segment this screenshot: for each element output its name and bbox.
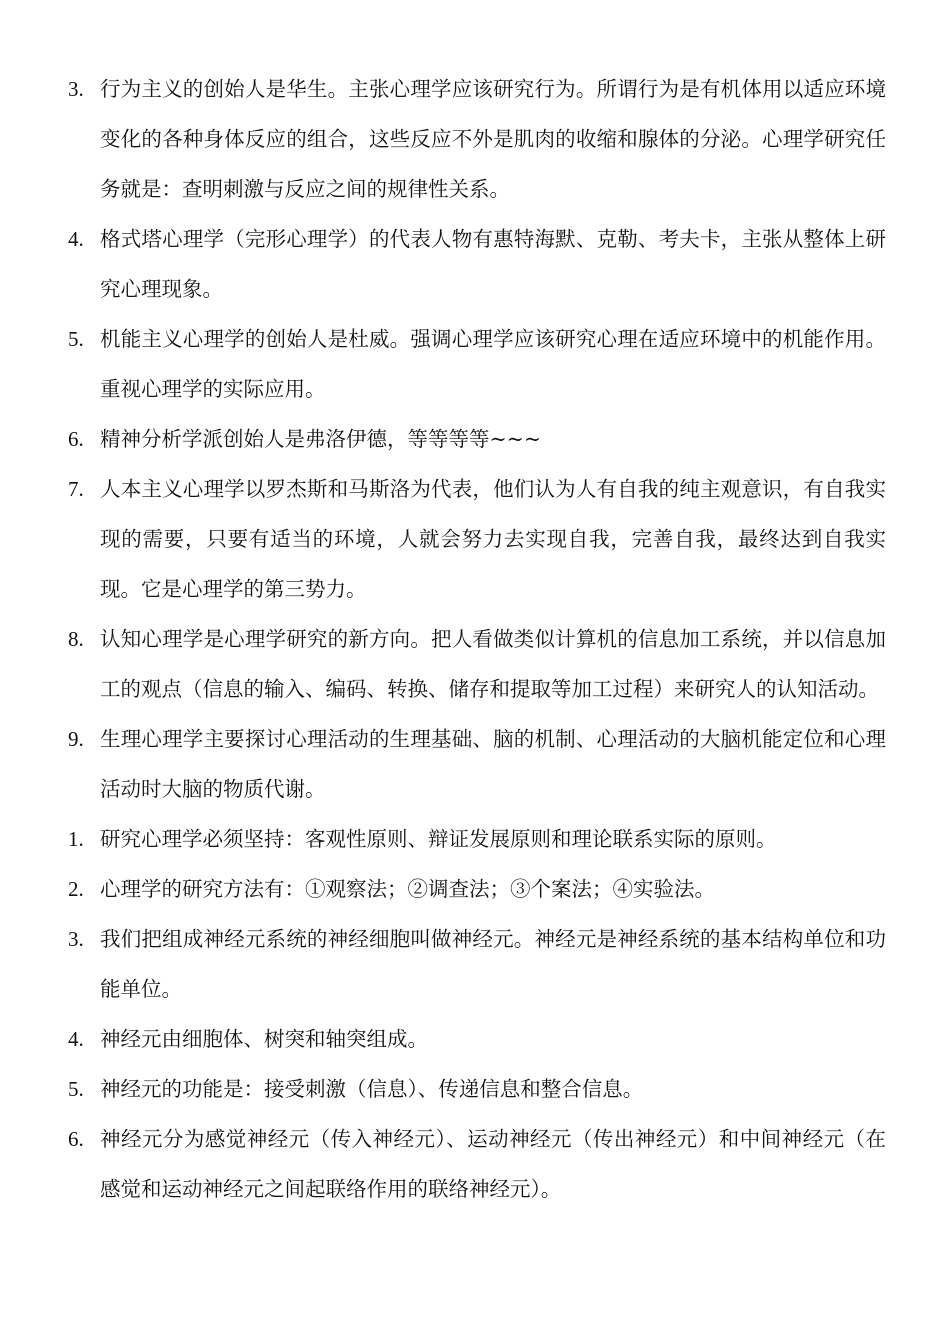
list-item-text: 认知心理学是心理学研究的新方向。把人看做类似计算机的信息加工系统，并以信息加工的观点（信息的输入、编码、转换、储存和提取等加工过程）来研究人的认知活动。	[100, 627, 886, 701]
list-item	[68, 614, 886, 714]
list-item-number: 4.	[68, 1027, 84, 1051]
list-item-text: 研究心理学必须坚持：客观性原则、辩证发展原则和理论联系实际的原则。	[100, 827, 777, 851]
list-item-text: 神经元分为感觉神经元（传入神经元）、运动神经元（传出神经元）和中间神经元（在感觉和运动神经元之间起联络作用的联络神经元）。	[100, 1127, 886, 1201]
list-item-number: 1.	[68, 827, 84, 851]
list-item-text: 我们把组成神经元系统的神经细胞叫做神经元。神经元是神经系统的基本结构单位和功能单位。	[100, 927, 886, 1001]
list-item-text: 行为主义的创始人是华生。主张心理学应该研究行为。所谓行为是有机体用以适应环境变化的各种身体反应的组合，这些反应不外是肌肉的收缩和腺体的分泌。心理学研究任务就是：查明刺激与反应之间的规律性关系。	[100, 77, 886, 201]
list-item-text: 神经元的功能是：接受刺激（信息）、传递信息和整合信息。	[100, 1077, 644, 1101]
list-item-text: 人本主义心理学以罗杰斯和马斯洛为代表，他们认为人有自我的纯主观意识，有自我实现的需要，只要有适当的环境，人就会努力去实现自我，完善自我，最终达到自我实现。它是心理学的第三势力。	[100, 477, 886, 601]
list-item	[68, 1014, 886, 1064]
list-item-number: 5.	[68, 1077, 84, 1101]
list-item	[68, 414, 886, 464]
list-item-text: 机能主义心理学的创始人是杜威。强调心理学应该研究心理在适应环境中的机能作用。重视心理学的实际应用。	[100, 327, 886, 401]
list-item-number: 3.	[68, 927, 84, 951]
list-item-number: 5.	[68, 327, 84, 351]
list-item	[68, 464, 886, 614]
list-item-number: 3.	[68, 77, 84, 101]
list-item-text: 神经元由细胞体、树突和轴突组成。	[100, 1027, 428, 1051]
list-item	[68, 814, 886, 864]
list-item-text: 精神分析学派创始人是弗洛伊德，等等等等~~~	[100, 427, 542, 451]
list-item-number: 7.	[68, 477, 84, 501]
list-item	[68, 714, 886, 814]
list-item-number: 6.	[68, 1127, 84, 1151]
list-item-number: 9.	[68, 727, 84, 751]
list-item-number: 4.	[68, 227, 84, 251]
numbered-list	[68, 64, 886, 1214]
list-item-text: 生理心理学主要探讨心理活动的生理基础、脑的机制、心理活动的大脑机能定位和心理活动时大脑的物质代谢。	[100, 727, 886, 801]
list-item-text: 心理学的研究方法有：①观察法；②调查法；③个案法；④实验法。	[100, 877, 715, 901]
list-item	[68, 914, 886, 1014]
list-item	[68, 1064, 886, 1114]
list-item	[68, 314, 886, 414]
list-item-text: 格式塔心理学（完形心理学）的代表人物有惠特海默、克勒、考夫卡，主张从整体上研究心理现象。	[100, 227, 886, 301]
list-item	[68, 64, 886, 214]
list-item	[68, 1114, 886, 1214]
list-item	[68, 864, 886, 914]
list-item-number: 8.	[68, 627, 84, 651]
list-item-number: 2.	[68, 877, 84, 901]
list-item-number: 6.	[68, 427, 84, 451]
list-item	[68, 214, 886, 314]
